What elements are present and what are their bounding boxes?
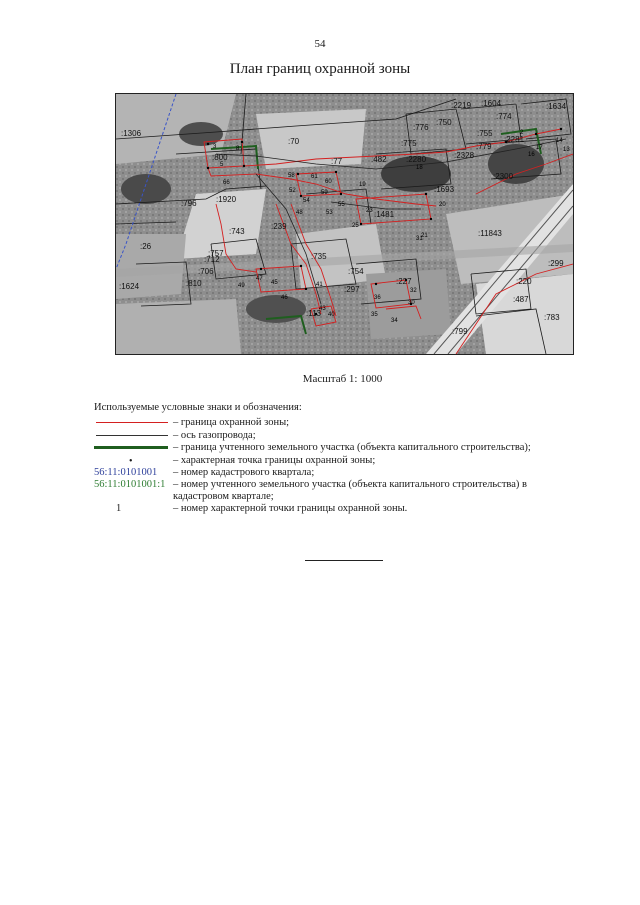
legend-heading: Используемые условные знаки и обозначения: <box>94 402 302 413</box>
parcel-label: :1634 <box>546 102 567 111</box>
parcel-label: :800 <box>212 153 228 162</box>
point-label: 3 <box>213 144 217 150</box>
point-label: 48 <box>296 210 303 216</box>
zone-boundary-line-symbol <box>96 422 168 423</box>
parcel-label: :799 <box>452 327 468 336</box>
map-svg <box>116 94 573 354</box>
parcel-label: :796 <box>181 199 197 208</box>
parcel-label: :775 <box>401 139 417 148</box>
parcel-label: :11843 <box>478 229 502 238</box>
parcel-label: :743 <box>229 227 245 236</box>
parcel-label: :1693 <box>434 185 455 194</box>
parcel-label: :712 <box>204 255 220 264</box>
point-label: 59 <box>321 190 328 196</box>
point-label: 8 <box>236 146 240 152</box>
point-label: 25 <box>352 223 359 229</box>
point-label: 14 <box>556 138 563 144</box>
parcel-label: :2328 <box>454 151 475 160</box>
parcel-label: :750 <box>436 118 452 127</box>
legend-text: – характерная точка границы охранной зоны; <box>173 455 376 466</box>
parcel-label: :239 <box>271 222 287 231</box>
point-label: 53 <box>326 210 333 216</box>
point-dot-symbol: • <box>129 456 133 467</box>
parcel-label: :810 <box>186 279 202 288</box>
point-label: 41 <box>316 282 323 288</box>
quarter-code-symbol: 56:11:0101001 <box>94 467 158 478</box>
scale-caption: Масштаб 1: 1000 <box>302 373 383 385</box>
point-label: 55 <box>338 202 345 208</box>
parcel-label: :1481 <box>374 210 395 219</box>
parcel-label: :2219 <box>451 101 472 110</box>
parcel-label: :2280 <box>406 155 427 164</box>
legend-text: – номер учтенного земельного участка (объекта капитального строительства) в кадастровом квартале; <box>173 479 527 502</box>
parcel-label: :1624 <box>119 282 140 291</box>
parcel-label: :735 <box>311 252 327 261</box>
parcel-label: :1604 <box>481 99 502 108</box>
legend-text: – ось газопровода; <box>173 430 256 441</box>
parcel-label: :755 <box>477 129 493 138</box>
parcel-label: :706 <box>198 267 214 276</box>
point-label: 47 <box>256 276 263 282</box>
point-label: 32 <box>410 288 417 294</box>
point-label: 16 <box>528 152 535 158</box>
parcel-code-symbol: 56:11:0101001:1 <box>94 479 166 490</box>
point-label: 31 <box>416 236 423 242</box>
parcel-label: :227 <box>396 277 412 286</box>
point-label: 30 <box>408 300 415 306</box>
point-label: 52 <box>289 188 296 194</box>
point-label: 58 <box>288 173 295 179</box>
parcel-label: :779 <box>476 142 492 151</box>
parcel-label: :1920 <box>216 195 237 204</box>
point-label: 66 <box>223 180 230 186</box>
point-label: 19 <box>359 182 366 188</box>
point-number-symbol: 1 <box>116 503 122 514</box>
legend-text: – граница учтенного земельного участка (объекта капитального строительства); <box>173 442 531 453</box>
point-label: 46 <box>281 295 288 301</box>
point-label: 45 <box>271 280 278 286</box>
point-label: 36 <box>374 295 381 301</box>
legend-text: – номер характерной точки границы охранной зоны. <box>173 503 408 514</box>
point-label: 34 <box>391 318 398 324</box>
parcel-label: :1306 <box>121 129 142 138</box>
point-label: 54 <box>303 198 310 204</box>
cadastral-map <box>115 93 574 355</box>
point-label: 21 <box>421 233 428 239</box>
parcel-label: :113 <box>306 309 321 318</box>
legend-text: – номер кадастрового квартала; <box>173 467 315 478</box>
legend-text: – граница охранной зоны; <box>173 417 290 428</box>
point-label: 40 <box>328 312 335 318</box>
gas-axis-line-symbol <box>96 435 168 436</box>
point-label: 35 <box>371 312 378 318</box>
parcel-label: :77 <box>331 157 343 166</box>
point-label: 13 <box>563 147 570 153</box>
point-label: 5 <box>220 162 224 168</box>
signature-line <box>305 560 383 561</box>
parcel-label: :220 <box>516 277 532 286</box>
point-label: 60 <box>325 179 332 185</box>
parcel-label: :757 <box>208 249 224 258</box>
parcel-label: :2281 <box>504 135 525 144</box>
point-label: 18 <box>416 165 423 171</box>
parcel-label: :297 <box>344 285 360 294</box>
parcel-boundary-line-symbol <box>94 446 168 449</box>
point-label: 43 <box>319 306 326 312</box>
parcel-label: :783 <box>544 313 560 322</box>
point-label: 20 <box>439 202 446 208</box>
parcel-label: :487 <box>513 295 529 304</box>
page-number: 54 <box>314 38 326 50</box>
parcel-label: :299 <box>548 259 564 268</box>
point-label: 61 <box>311 174 318 180</box>
point-label: 49 <box>238 283 245 289</box>
point-label: 2 <box>520 130 524 136</box>
parcel-label: :774 <box>496 112 512 121</box>
parcel-label: :70 <box>288 137 300 146</box>
page-title: План границ охранной зоны <box>229 61 411 77</box>
point-label: 17 <box>536 145 543 151</box>
point-label: 23 <box>366 208 373 214</box>
parcel-label: :776 <box>413 123 429 132</box>
parcel-label: :482 <box>371 155 387 164</box>
parcel-label: :754 <box>348 267 364 276</box>
parcel-label: :2300 <box>493 172 514 181</box>
parcel-label: :26 <box>140 242 152 251</box>
